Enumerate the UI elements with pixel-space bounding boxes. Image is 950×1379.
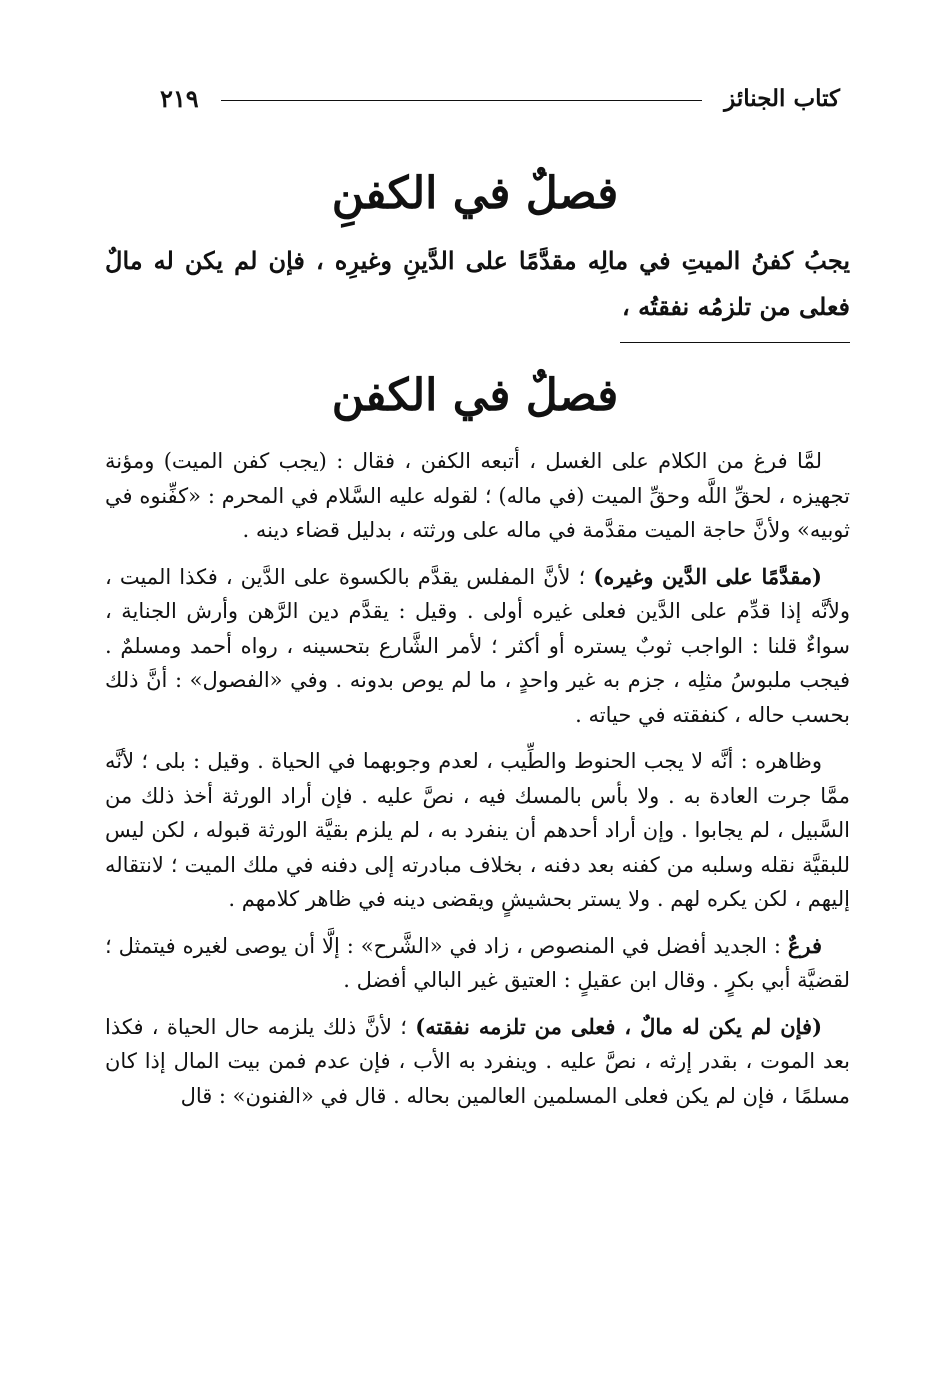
paragraph-lead: فرعٌ <box>787 932 822 958</box>
paragraph-text: لمَّا فرغ من الكلام على الغسل ، أتبعه الكفن ، فقال : (يجب كفن الميت) ومؤنة تجهيزه ، لحقِّ اللَّه وحقِّ الميت (في ماله) ؛ لقوله عليه السَّلام في المحرم : «كفِّنوه في ثوبيه» ولأنَّ حاجة الميت مقدَّمة في ماله على ورثته ، بدليل قضاء دينه . <box>105 449 850 542</box>
header-rule <box>221 100 702 101</box>
commentary-paragraph <box>105 1010 850 1114</box>
matn-separator-rule <box>620 342 850 343</box>
section-heading-matn: فصلٌ في الكفنِ <box>331 168 619 219</box>
matn-text: يجبُ كفنُ الميتِ في مالِه مقدَّمًا على الدَّينِ وغيرِه ، فإن لم يكن له مالٌ فعلى من تلزمُه نفقتُه ، <box>105 246 850 321</box>
paragraph-text: : الجديد أفضل في المنصوص ، زاد في «الشَّرح» : إلَّا أن يوصى لغيره فيتمثل ؛ لقضيَّة أبي بكرٍ . وقال ابن عقيلٍ : العتيق غير البالي أفضل . <box>105 933 850 992</box>
paragraph-lead: (مقدَّمًا على الدَّين وغيره) <box>593 563 822 589</box>
commentary-paragraph <box>105 560 850 733</box>
paragraph-text: وظاهره : أنَّه لا يجب الحنوط والطِّيب ، لعدم وجوبهما في الحياة . وقيل : بلى ؛ لأنَّه ممَّا جرت العادة به . ولا بأس بالمسك فيه ، نصَّ عليه . فإن أراد الورثة أخذ ذلك من السَّبيل ، لم يجابوا . وإن أراد أحدهم أن ينفرد به ، لم يلزم بقيَّة الورثة قبوله ، لكن ليس للبقيَّة نقله وسلبه من كفنه بعد دفنه ، بخلاف مبادرته إلى دفنه في ملك الميت ؛ لانتقاله إليهم ، لكن يكره لهم . ولا يستر بحشيشٍ ويقضى دينه في ظاهر كلامهم . <box>105 749 850 911</box>
commentary-paragraph <box>105 744 850 917</box>
running-title: كتاب الجنائز <box>724 84 840 112</box>
commentary-paragraph <box>105 444 850 548</box>
commentary-body <box>105 444 850 1125</box>
paragraph-text: ؛ لأنَّ ذلك يلزمه حال الحياة ، فكذا بعد الموت ، بقدر إرثه ، نصَّ عليه . وينفرد به الأب ، فإن عدم فمن بيت المال إذا كان مسلمًا ، فإن لم يكن فعلى المسلمين العالمين بحاله . قال في «الفنون» : قال <box>105 1014 850 1108</box>
paragraph-lead: (فإن لم يكن له مالٌ ، فعلى من تلزمه نفقته) <box>415 1013 822 1039</box>
section-heading-sharh: فصلٌ في الكفن <box>331 370 619 421</box>
paragraph-text: ؛ لأنَّ المفلس يقدَّم بالكسوة على الدَّين ، فكذا الميت ، ولأنَّه إذا قدِّم على الدَّين فعلى غيره أولى . وقيل : يقدَّم دين الرَّهن وأرش الجناية ، سواءٌ قلنا : الواجب ثوبٌ يستره أو أكثر ؛ لأمر الشَّارع بتحسينه ، رواه أحمد ومسلمٌ . فيجب ملبوسُ مثلِه ، جزم به غير واحدٍ ، ما لم يوص بدونه . وفي «الفصول» : أنَّ ذلك بحسب حاله ، كنفقته في حياته . <box>105 564 850 727</box>
page-number: ٢١٩ <box>160 83 199 113</box>
running-header <box>160 78 840 118</box>
commentary-paragraph <box>105 929 850 998</box>
